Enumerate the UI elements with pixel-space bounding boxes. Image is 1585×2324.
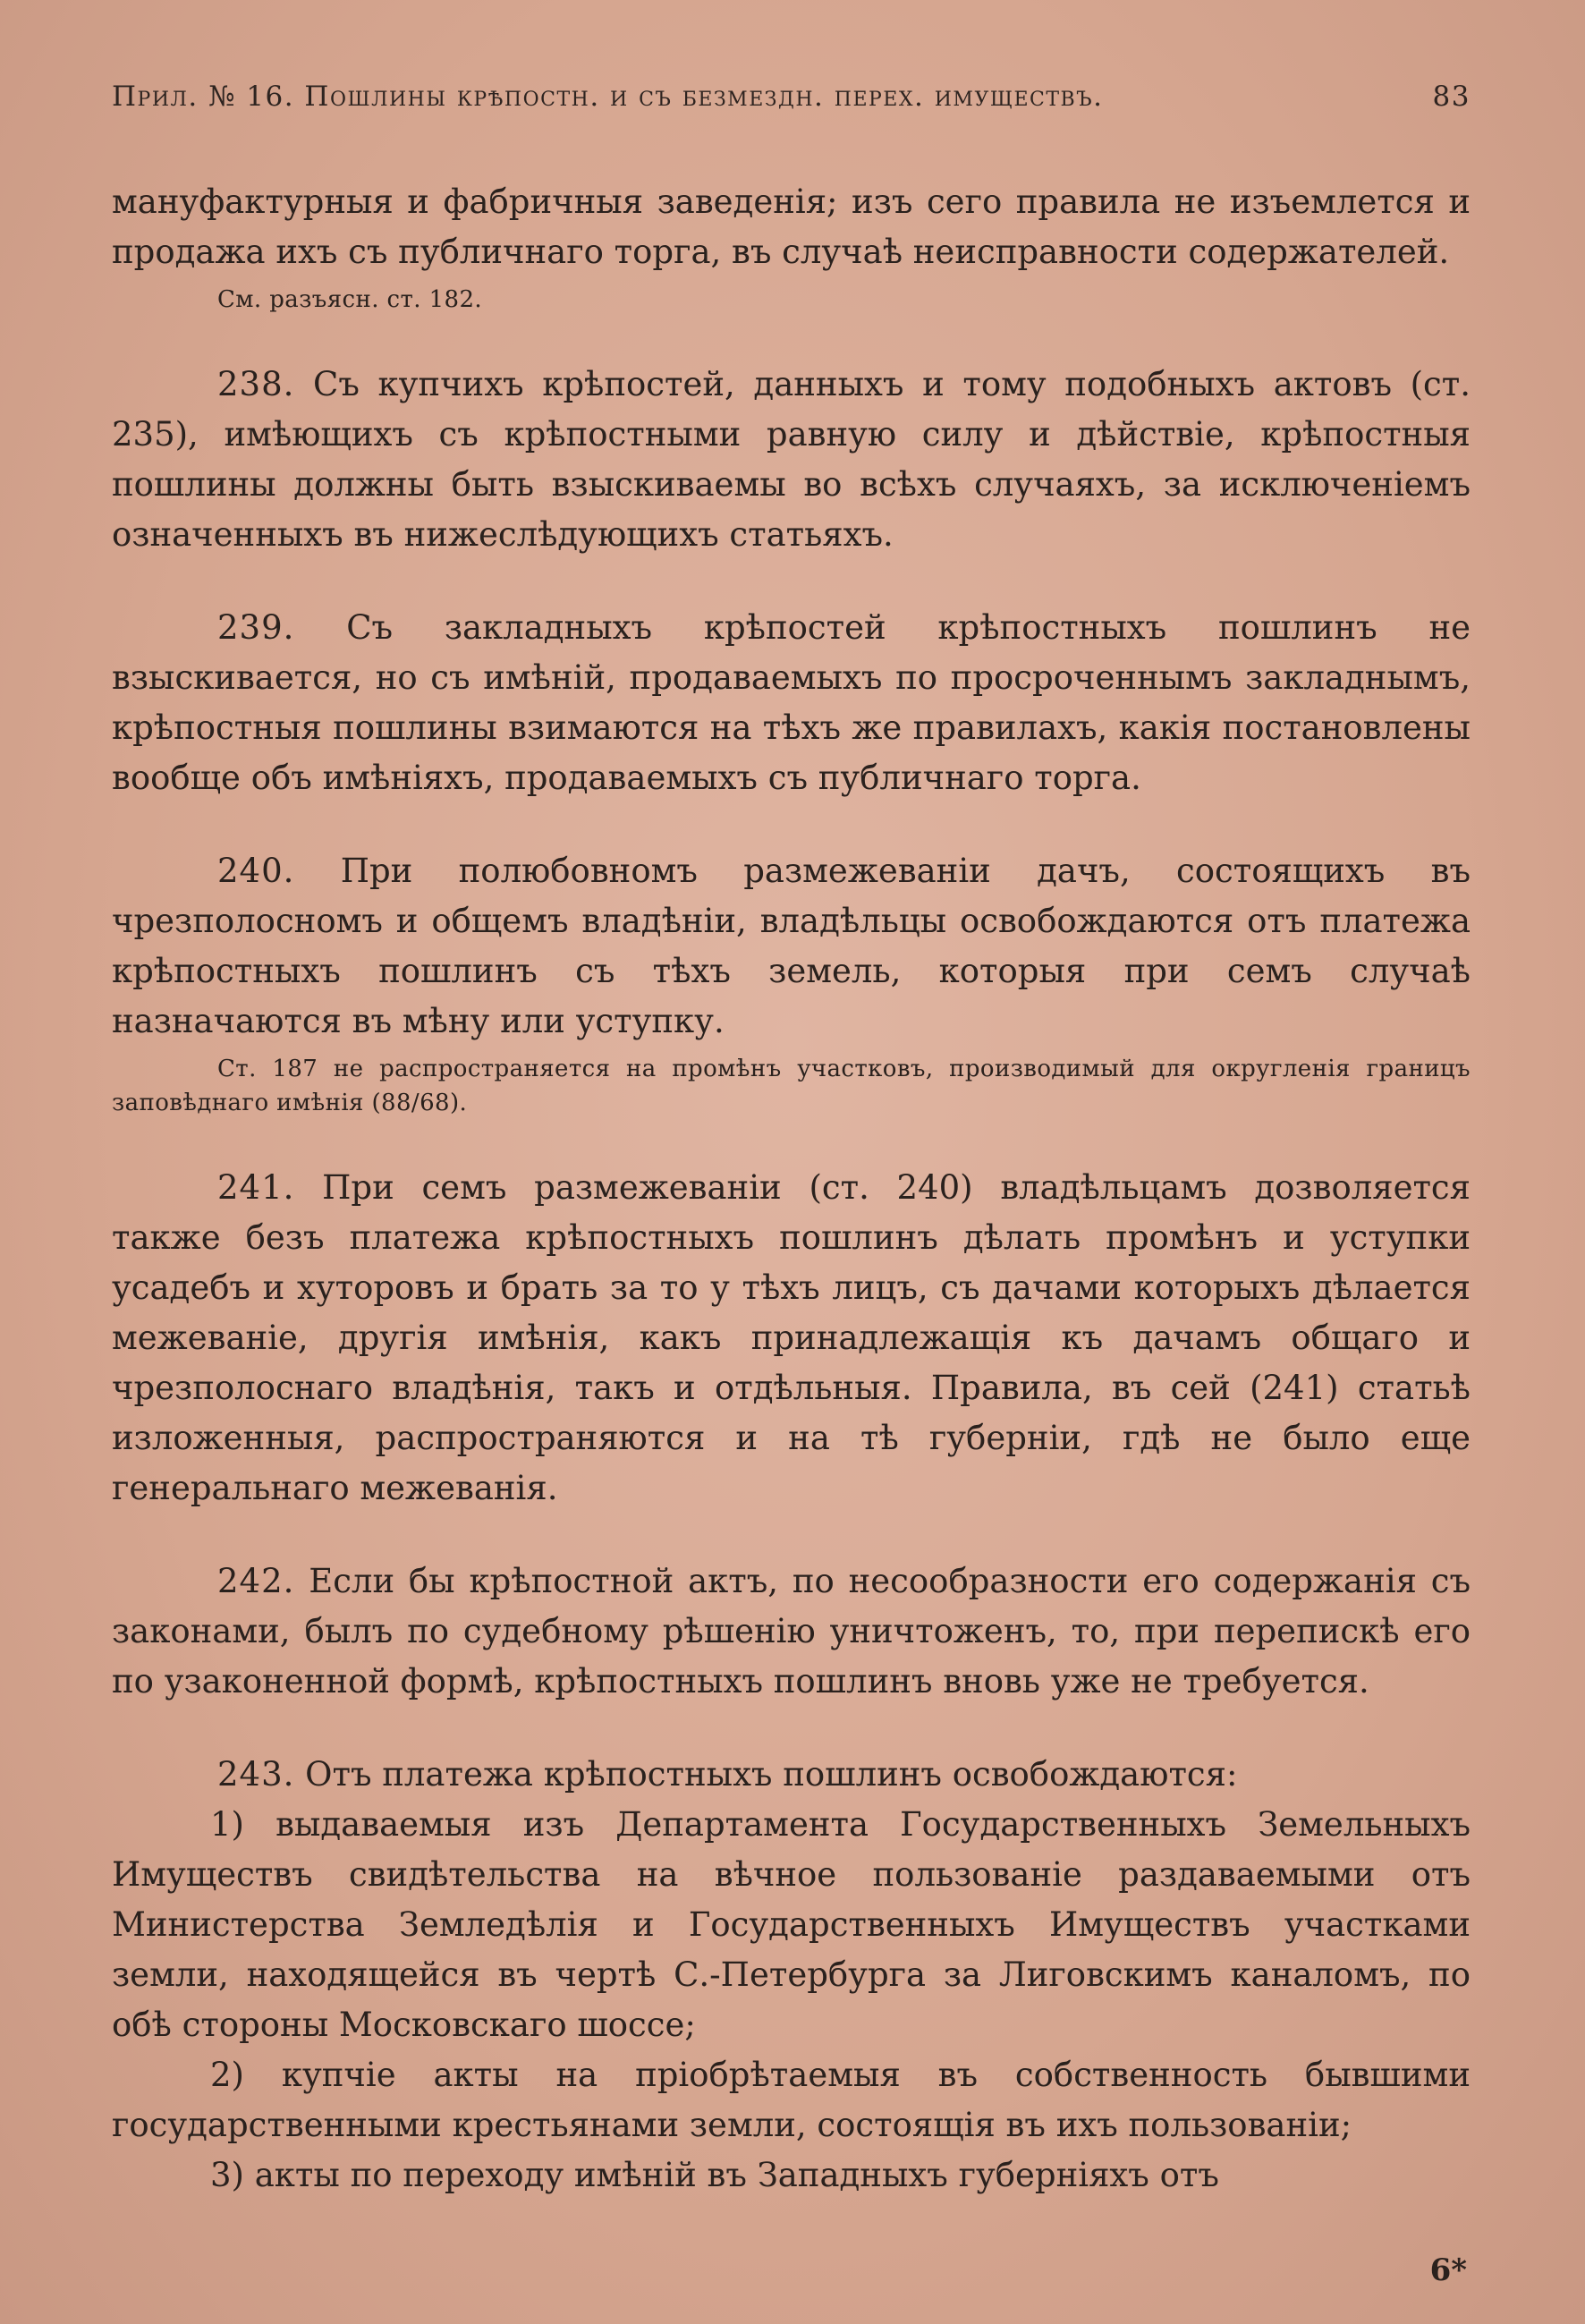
running-header bbox=[112, 81, 1471, 113]
article-number: 243. bbox=[217, 1755, 295, 1794]
article-number: 241. bbox=[217, 1168, 295, 1207]
signature-mark: 6* bbox=[1429, 2252, 1467, 2288]
article-text: Съ купчихъ крѣпостей, данныхъ и тому подобныхъ актовъ (ст. 235), имѣющихъ съ крѣпостными равную силу и дѣйствіе, крѣпостныя пошлины должны быть взыскиваемы во всѣхъ случаяхъ, за исключеніемъ означенныхъ въ нижеслѣдующихъ статьяхъ. bbox=[112, 365, 1471, 554]
article-242 bbox=[112, 1556, 1471, 1707]
article-243-item-2: 2) купчіе акты на пріобрѣтаемыя въ собственность бывшими государственными крестьянами земли, состоящія въ ихъ пользованіи; bbox=[112, 2056, 1471, 2144]
article-243-item-3: 3) акты по переходу имѣній въ Западныхъ губерніяхъ отъ bbox=[210, 2156, 1219, 2194]
article-238 bbox=[112, 360, 1471, 560]
article-241 bbox=[112, 1163, 1471, 1514]
continuation-paragraph: мануфактурныя и фабричныя заведенія; изъ сего правила не изъемлется и продажа ихъ съ публичнаго торга, въ случаѣ неисправности содержателей. bbox=[112, 182, 1471, 271]
article-239 bbox=[112, 603, 1471, 803]
body-text bbox=[112, 177, 1471, 2201]
article-text: При семъ размежеваніи (ст. 240) владѣльцамъ дозволяется также безъ платежа крѣпостныхъ пошлинъ дѣлать промѣнъ и уступки усадебъ и хуторовъ и брать за то у тѣхъ лицъ, съ дачами которыхъ дѣлается межеваніе, другія имѣнія, какъ принадлежащія къ дачамъ общаго и чрезполоснаго владѣнія, такъ и отдѣльныя. Правила, въ сей (241) статьѣ изложенныя, распространяются и на тѣ губерніи, гдѣ не было еще генеральнаго межеванія. bbox=[112, 1168, 1471, 1507]
article-number: 242. bbox=[217, 1562, 295, 1600]
article-240-note: Ст. 187 не распространяется на промѣнъ участковъ, производимый для округленія границъ заповѣднаго имѣнія (88/68). bbox=[112, 1056, 1471, 1116]
running-header-title: Прил. № 16. Пошлины крѣпостн. и съ безмездн. перех. имуществъ. bbox=[112, 81, 1104, 113]
article-number: 238. bbox=[217, 365, 295, 403]
article-number: 239. bbox=[217, 608, 295, 647]
page-number: 83 bbox=[1432, 81, 1471, 113]
article-number: 240. bbox=[217, 852, 295, 890]
article-text: Съ закладныхъ крѣпостей крѣпостныхъ пошлинъ не взыскивается, но съ имѣній, продаваемыхъ по просроченнымъ закладнымъ, крѣпостныя пошлины взимаются на тѣхъ же правилахъ, какія постановлены вообще объ имѣніяхъ, продаваемыхъ съ публичнаго торга. bbox=[112, 608, 1471, 797]
continuation-note: См. разъясн. ст. 182. bbox=[217, 286, 483, 313]
article-text: При полюбовномъ размежеваніи дачъ, состоящихъ въ чрезполосномъ и общемъ владѣніи, владѣльцы освобождаются отъ платежа крѣпостныхъ пошлинъ съ тѣхъ земель, которыя при семъ случаѣ назначаются въ мѣну или уступку. bbox=[112, 852, 1471, 1040]
article-text: Если бы крѣпостной актъ, по несообразности его содержанія съ законами, былъ по судебному рѣшенію уничтоженъ, то, при перепискѣ его по узаконенной формѣ, крѣпостныхъ пошлинъ вновь уже не требуется. bbox=[112, 1562, 1471, 1701]
article-243 bbox=[112, 1750, 1471, 1800]
article-text: Отъ платежа крѣпостныхъ пошлинъ освобождаются: bbox=[305, 1755, 1238, 1794]
article-243-item-1: 1) выдаваемыя изъ Департамента Государственныхъ Земельныхъ Имуществъ свидѣтельства на вѣчное пользованіе раздаваемыми отъ Министерства Земледѣлія и Государственныхъ Имуществъ участками земли, находящейся въ чертѣ С.-Петербурга за Лиговскимъ каналомъ, по обѣ стороны Московскаго шоссе; bbox=[112, 1805, 1471, 2044]
article-240 bbox=[112, 846, 1471, 1047]
